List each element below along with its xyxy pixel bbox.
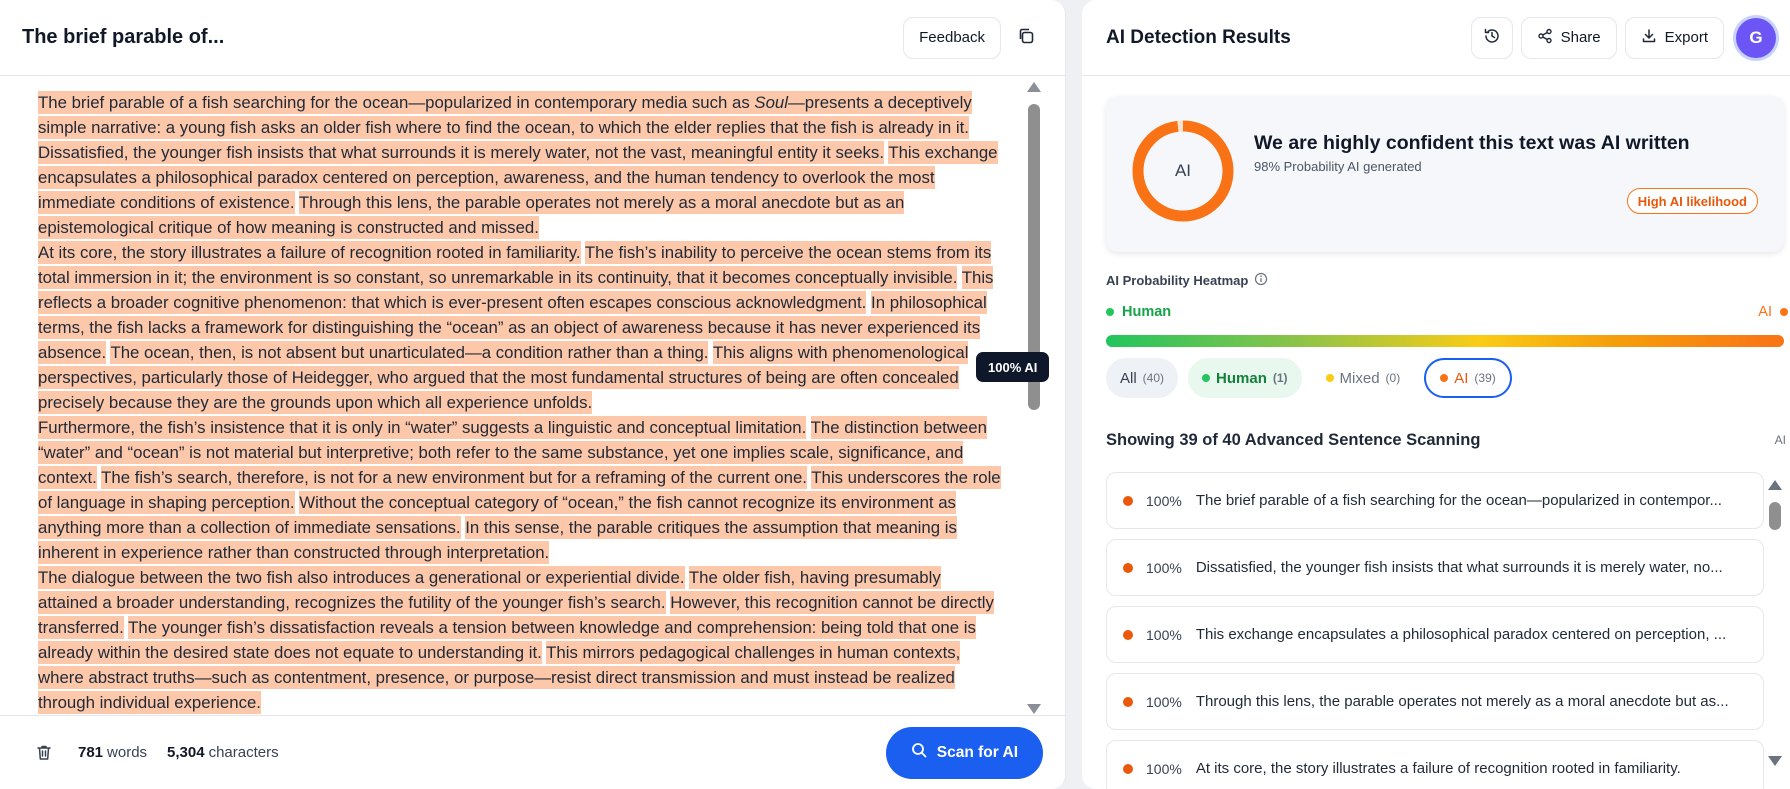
filter-chips xyxy=(1106,358,1512,398)
search-icon xyxy=(911,742,927,763)
confidence-title: We are highly confident this text was AI written xyxy=(1254,132,1690,154)
heatmap-gradient-bar xyxy=(1106,335,1784,347)
highlighted-sentence[interactable]: This underscores the role of language in shaping perception. xyxy=(38,468,1001,512)
download-icon xyxy=(1641,28,1657,48)
scroll-down-arrow-icon[interactable] xyxy=(1027,704,1041,714)
highlighted-sentence[interactable]: In philosophical terms, the fish lacks a framework for distinguishing the “ocean” as an object of awareness because it has never experienced its absence. xyxy=(38,293,987,362)
highlighted-sentence[interactable]: The dialogue between the two fish also introduces a generational or experiential divide. xyxy=(38,568,685,587)
scroll-thumb[interactable] xyxy=(1769,502,1781,530)
mixed-dot-icon xyxy=(1326,374,1334,382)
heatmap-title xyxy=(1106,272,1268,289)
highlighted-sentence[interactable]: This exchange encapsulates a philosophical paradox centered on perception, awareness, and the human tendency to overlook the most immediate conditions of existence. xyxy=(38,143,998,212)
document-text-area[interactable] xyxy=(38,90,1004,716)
scroll-up-arrow-icon[interactable] xyxy=(1027,82,1041,92)
feedback-button[interactable]: Feedback xyxy=(903,17,1001,59)
scroll-up-arrow-icon[interactable] xyxy=(1768,480,1782,490)
highlighted-sentence[interactable]: This aligns with phenomenological perspectives, particularly those of Heidegger, who argued that the most fundamental structures of being are often concealed precisely because they are the grounds upon which all experience unfolds. xyxy=(38,343,969,412)
highlighted-sentence[interactable]: Dissatisfied, the younger fish insists that what surrounds it is merely water, not the vast, meaningful entity it seeks. xyxy=(38,143,884,162)
trash-icon[interactable] xyxy=(36,744,52,761)
ai-dot-icon xyxy=(1123,697,1133,707)
highlighted-sentence[interactable]: Furthermore, the fish’s insistence that it is only in “water” suggests a linguistic and conceptual limitation. xyxy=(38,418,807,437)
confidence-subtitle: 98% Probability AI generated xyxy=(1254,159,1422,174)
sentence-row[interactable]: 100% At its core, the story illustrates a failure of recognition rooted in familiarity. xyxy=(1106,740,1764,789)
heatmap-legend-human: Human xyxy=(1106,304,1171,320)
scroll-down-arrow-icon[interactable] xyxy=(1768,756,1782,766)
user-avatar[interactable]: G xyxy=(1736,18,1776,58)
word-count: 781 words xyxy=(78,744,148,761)
document-paragraph xyxy=(38,415,1004,565)
results-title: AI Detection Results xyxy=(1106,26,1291,48)
highlighted-sentence[interactable]: Without the conceptual category of “ocean,” the fish cannot recognize its environment as anything more than a collection of immediate sensations. xyxy=(38,493,956,537)
heatmap-legend-ai: AI xyxy=(1758,304,1788,320)
highlighted-sentence[interactable]: The distinction between “water” and “ocean” is not material but interpretive; both refer to the same substance, yet one implies scale, significance, and context. xyxy=(38,418,987,487)
ai-dot-icon xyxy=(1123,764,1133,774)
sentence-row[interactable]: 100% Dissatisfied, the younger fish insists that what surrounds it is merely water, no... xyxy=(1106,539,1764,596)
filter-mixed[interactable]: Mixed (0) xyxy=(1312,358,1415,398)
highlighted-sentence[interactable]: This reflects a broader cognitive phenomenon: that which is ever-present often escapes conscious acknowledgment. xyxy=(38,268,994,312)
document-title: The brief parable of... xyxy=(22,26,225,48)
sentence-row[interactable]: 100% This exchange encapsulates a philosophical paradox centered on perception, ... xyxy=(1106,606,1764,663)
results-scrollbar[interactable] xyxy=(1764,474,1786,789)
copy-icon xyxy=(1017,27,1035,49)
highlighted-sentence[interactable]: The brief parable of a fish searching for the ocean—popularized in contemporary media such as Soul—presents a deceptively simple narrative: a young fish asks an older fish where to find the ocean, to which the elder replies that the fish is already in it. xyxy=(38,93,972,137)
showing-count-label: Showing 39 of 40 Advanced Sentence Scanning xyxy=(1106,431,1481,449)
results-header xyxy=(1082,0,1790,76)
sentence-row[interactable]: 100% Through this lens, the parable operates not merely as a moral anecdote but as... xyxy=(1106,673,1764,730)
document-paragraph xyxy=(38,565,1004,715)
donut-center-label: AI xyxy=(1174,161,1192,180)
share-icon xyxy=(1537,28,1553,48)
ai-dot-icon xyxy=(1123,563,1133,573)
highlighted-sentence[interactable]: This mirrors pedagogical challenges in human contexts, where abstract truths—such as contentment, presence, or purpose—resist direct transmission and must instead be realized through individual experience. xyxy=(38,643,961,712)
sentence-row[interactable]: 100% The brief parable of a fish searching for the ocean—popularized in contempor... xyxy=(1106,472,1764,529)
share-button[interactable] xyxy=(1521,17,1617,59)
sentence-hover-tag: 100% AI xyxy=(976,352,1049,382)
highlighted-sentence[interactable]: The younger fish’s dissatisfaction reveals a tension between knowledge and comprehension: being told that one is already within the desired state does not equate to understanding it. xyxy=(38,618,976,662)
scan-for-ai-button[interactable] xyxy=(886,727,1043,779)
document-paragraph xyxy=(38,240,1004,415)
share-label: Share xyxy=(1560,29,1601,46)
highlighted-sentence[interactable]: The fish’s search, therefore, is not for a new environment but for a reframing of the current one. xyxy=(101,468,807,487)
editor-footer xyxy=(0,715,1065,789)
highlighted-sentence[interactable]: Through this lens, the parable operates not merely as a moral anecdote but as an epistemological critique of how meaning is constructed and missed. xyxy=(38,193,905,237)
editor-header xyxy=(0,0,1065,76)
highlighted-sentence[interactable]: The ocean, then, is not absent but unarticulated—a condition rather than a thing. xyxy=(110,343,709,362)
highlighted-sentence[interactable]: However, this recognition cannot be directly transferred. xyxy=(38,593,994,637)
highlighted-sentence[interactable]: The older fish, having presumably attained a broader understanding, recognizes the futility of the younger fish’s search. xyxy=(38,568,941,612)
history-icon xyxy=(1483,27,1501,49)
export-button[interactable] xyxy=(1625,17,1724,59)
highlighted-sentence[interactable]: The fish’s inability to perceive the ocean stems from its total immersion in it; the environment is so constant, so unremarkable in its continuity, that it becomes conceptually invisible. xyxy=(38,243,992,287)
history-button[interactable] xyxy=(1471,17,1513,59)
filter-all[interactable]: All (40) xyxy=(1106,358,1178,398)
copy-button[interactable] xyxy=(1009,21,1043,55)
scan-button-label: Scan for AI xyxy=(936,743,1018,761)
editor-scrollbar[interactable] xyxy=(1026,80,1042,720)
human-dot-icon xyxy=(1202,374,1210,382)
highlighted-sentence[interactable]: In this sense, the parable critiques the assumption that meaning is inherent in experience rather than constructed through interpretation. xyxy=(38,518,957,562)
likelihood-badge: High AI likelihood xyxy=(1627,188,1758,214)
result-summary-card xyxy=(1106,96,1784,252)
export-label: Export xyxy=(1664,29,1708,46)
ai-dot-icon xyxy=(1780,308,1788,316)
highlighted-sentence[interactable]: At its core, the story illustrates a failure of recognition rooted in familiarity. xyxy=(38,243,581,262)
sort-label: AI xyxy=(1774,433,1786,447)
info-icon[interactable] xyxy=(1254,272,1268,289)
document-paragraph xyxy=(38,90,1004,240)
heatmap-title-text: AI Probability Heatmap xyxy=(1106,273,1249,288)
character-count: 5,304 characters xyxy=(167,744,279,761)
filter-human[interactable]: Human (1) xyxy=(1188,358,1302,398)
human-dot-icon xyxy=(1106,308,1114,316)
ai-dot-icon xyxy=(1123,496,1133,506)
results-panel xyxy=(1082,0,1790,789)
ai-dot-icon xyxy=(1123,630,1133,640)
ai-dot-icon xyxy=(1440,374,1448,382)
sentence-list xyxy=(1106,472,1764,789)
filter-ai[interactable]: AI (39) xyxy=(1424,358,1512,398)
